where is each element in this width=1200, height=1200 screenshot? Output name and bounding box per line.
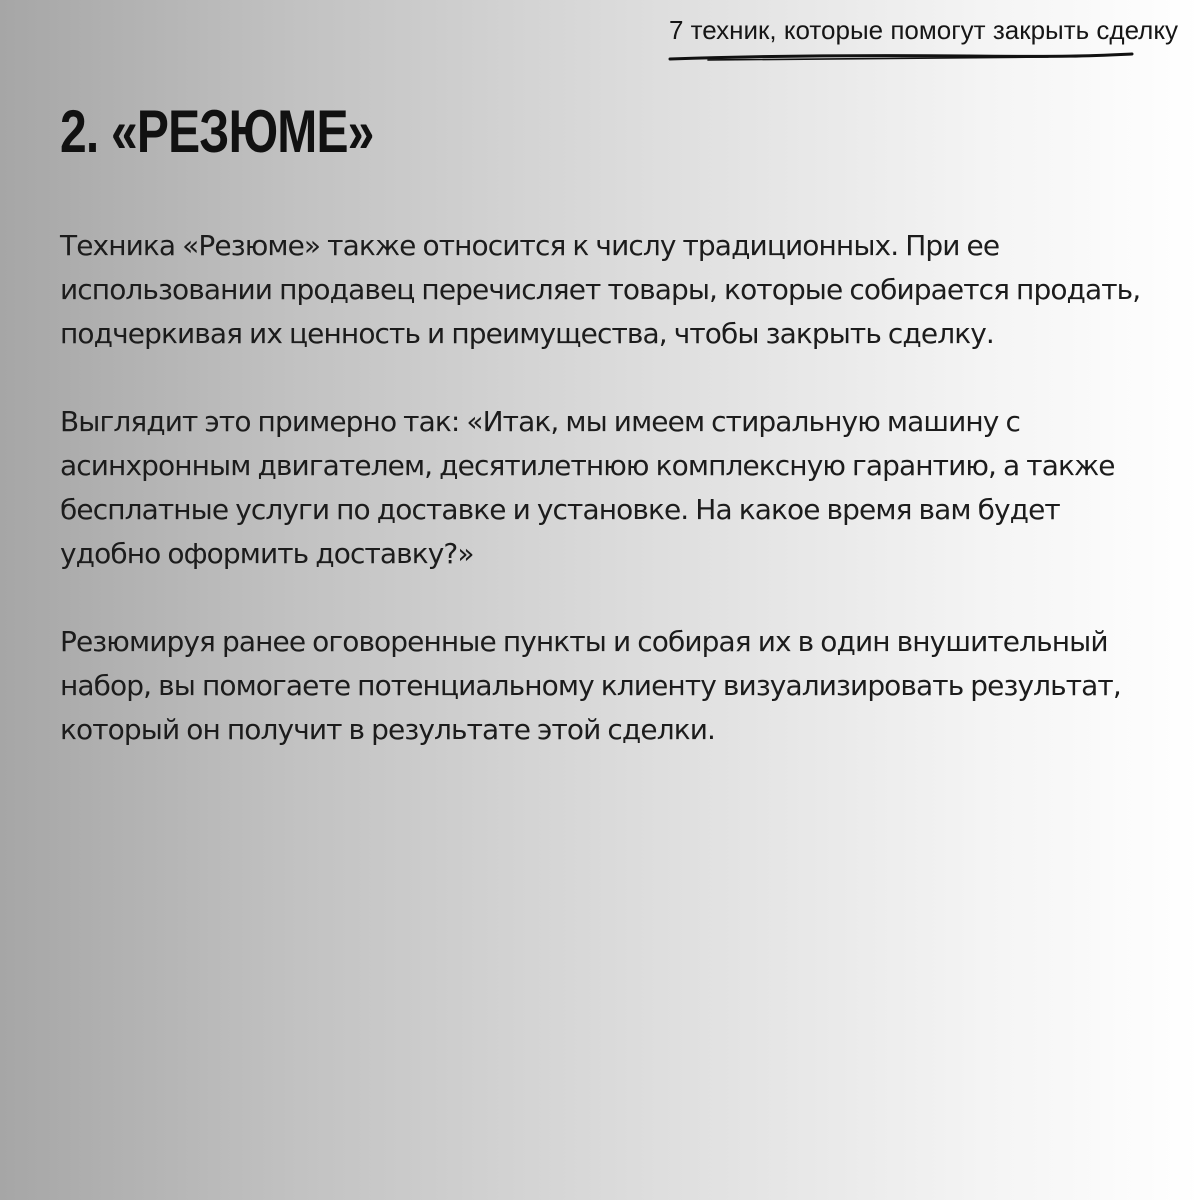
paragraph-example: Выглядит это примерно так: «Итак, мы имеем стиральную машину с асинхронным двигателем, десятилетнюю комплексную гарантию, а также бесплатные услуги по доставке и установке. На какое время вам будет удобно оформить доставку?» — [60, 405, 1115, 570]
page-title: 2. «РЕЗЮМЕ» — [60, 98, 374, 165]
paragraph-intro: Техника «Резюме» также относится к числу традиционных. При ее использовании продавец перечисляет товары, которые собирается продать, подчеркивая их ценность и преимущества, чтобы закрыть сделку. — [60, 229, 1141, 350]
article-body — [60, 224, 1150, 796]
paragraph-conclusion: Резюмируя ранее оговоренные пункты и собирая их в один внушительный набор, вы помогаете потенциальному клиенту визуализировать результат, который он получит в результате этой сделки. — [60, 625, 1121, 746]
series-title-underline — [668, 50, 1134, 66]
series-title: 7 техник, которые помогут закрыть сделку — [668, 15, 1178, 45]
